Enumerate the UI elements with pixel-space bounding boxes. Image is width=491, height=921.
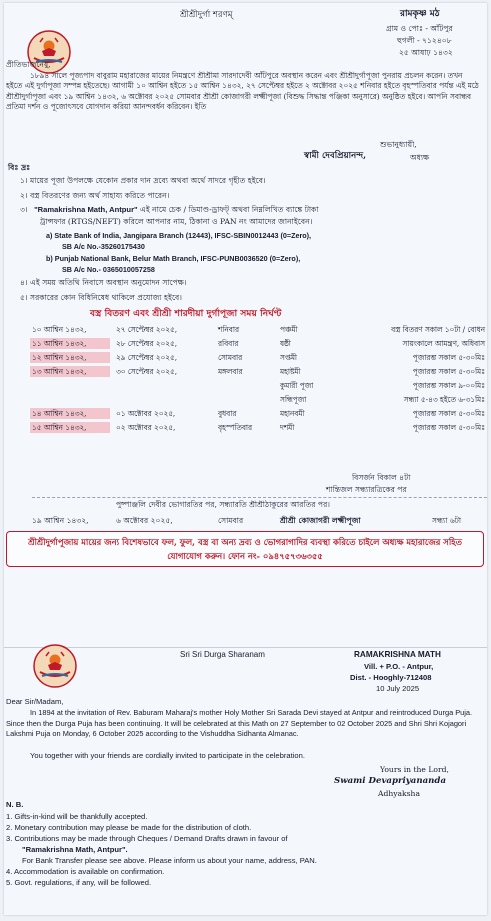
note-3-payee: "Ramakrishna Math, Antpur"	[34, 205, 138, 214]
schedule-row	[32, 408, 487, 419]
schedule-tithi: দশমী	[280, 423, 295, 432]
english-address-1: Vill. + P.O. - Antpur,	[364, 662, 434, 671]
schedule-english-date: ৩০ সেপ্টেম্বর ২০২৫,	[116, 367, 178, 376]
body-paragraph: ১৮৯৪ সালে পূজ্যপাদ বাবুরাম মহারাজের মায়ের নিমন্ত্রণে শ্রীশ্রীমা সারদাদেবী আঁটপুরে অবস্থান করেন এবং শ্রীশ্রীদুর্গাপূজা পুনরায় প্রচলন করেন। তখন হইতে এই দুর্গাপূজা সম্পন্ন হইতেছে। আগামী ১০ আশ্বিন হইতে ১৫ আশ্বিন ১৪৩২, ২৭ সেপ্টেম্বর হইতে ২ অক্টোবর ২০২৫ শনিবার হইতে বৃহস্পতিবার পর্যন্ত এই মঠে শ্রীশ্রীদুর্গাপূজা এবং ১৯ আশ্বিন ১৪৩২, ৬ অক্টোবর ২০২৫ সোমবার শ্রীশ্রী কোজাগরী লক্ষ্মীপূজা (বিশুদ্ধ সিদ্ধান্ত পঞ্জিকা অনুসারে) অনুষ্ঠিত হইবে। আপনি সবান্ধব প্রতিমা দর্শন ও পূজোৎসবে যোগদান করিয়া আনন্দবর্ধন করিবেন। ইতি	[6, 71, 479, 112]
english-note-5: 5. Govt. regulations, if any, will be followed.	[6, 878, 152, 887]
english-invocation: Sri Sri Durga Sharanam	[180, 650, 265, 659]
english-nb-heading: N. B.	[6, 800, 24, 809]
english-note-3-bank: For Bank Transfer please see above. Please inform us about your name, address, PAN.	[22, 856, 317, 865]
notice-box	[6, 531, 484, 567]
schedule-bengali-date: ১৩ আশ্বিন ১৪৩২,	[32, 367, 87, 376]
designation: অধ্যক্ষ	[410, 153, 430, 162]
english-date: 10 July 2025	[376, 684, 420, 693]
nb-heading: বিঃ দ্রঃ	[8, 163, 31, 172]
schedule-tithi: মহাষ্টমী	[280, 367, 301, 376]
schedule-event: পূজারম্ভ সকাল ৫-৩০মিঃ	[412, 367, 485, 376]
schedule-english-date: ২৯ সেপ্টেম্বর ২০২৫,	[116, 353, 178, 362]
schedule-row	[32, 352, 487, 363]
note-3-line-2: ট্রান্সফার (RTGS/NEFT) করিলে আপনার নাম, ঠিকানা ও PAN নং আমাদের জানাইবেন।	[40, 217, 313, 226]
lakshmi-english-date: ৬ অক্টোবর ২০২৫,	[116, 516, 173, 525]
schedule-bengali-date: ১৫ আশ্বিন ১৪৩২,	[32, 423, 87, 432]
address-line-1: গ্রাম ও পোঃ - আঁটপুর	[386, 24, 453, 33]
schedule-day: মঙ্গলবার	[218, 367, 243, 376]
org-name: রামকৃষ্ণ মঠ	[400, 9, 440, 19]
schedule-row	[32, 380, 487, 391]
english-address-2: Dist. - Hooghly-712408	[350, 673, 432, 682]
signatory: স্বামী দেবপ্রিয়ানন্দ,	[304, 151, 367, 161]
schedule-event: পূজারম্ভ সকাল ৫-৩০মিঃ	[412, 353, 485, 362]
english-org-name: RAMAKRISHNA MATH	[354, 650, 441, 659]
english-salutation: Dear Sir/Madam,	[6, 697, 64, 706]
closing: শুভানুধ্যায়ী,	[380, 140, 417, 149]
schedule-english-date: ২৭ সেপ্টেম্বর ২০২৫,	[116, 325, 178, 334]
invocation: শ্রীশ্রীদুর্গা শরণম্‌	[180, 10, 233, 20]
schedule-english-date: ০১ অক্টোবর ২০২৫,	[116, 409, 176, 418]
bank-b-line-2: SB A/c No.- 0365010057258	[62, 265, 155, 274]
salutation: প্রীতিভাজনেষু,	[6, 60, 51, 69]
schedule-english-date: ২৮ সেপ্টেম্বর ২০২৫,	[116, 339, 178, 348]
english-designation: Adhyaksha	[378, 789, 420, 798]
divider	[32, 497, 487, 498]
schedule-row	[32, 324, 487, 335]
schedule-event: বস্ত্র বিতরণ সকাল ১০টা / বোধন	[391, 325, 485, 334]
schedule-english-date: ০২ অক্টোবর ২০২৫,	[116, 423, 176, 432]
note-2: ২। বস্ত্র বিতরণের জন্য অর্থ সাহায্য করিতে পারেন।	[20, 191, 170, 200]
bank-a-line-1: a) State Bank of India, Jangipara Branch (12443), IFSC-SBIN0012443 (0=Zero),	[46, 231, 312, 240]
schedule-day: রবিবার	[218, 339, 239, 348]
schedule-tithi: সন্ধিপূজা	[280, 395, 307, 404]
schedule-day: বৃহস্পতিবার	[218, 423, 253, 432]
lakshmi-day: সোমবার	[218, 516, 244, 525]
ramakrishna-emblem-icon-english	[32, 643, 78, 689]
lakshmi-puja-row	[32, 516, 462, 525]
schedule-day: শনিবার	[218, 325, 239, 334]
lakshmi-bengali-date: ১৯ আশ্বিন ১৪৩২,	[32, 516, 89, 525]
english-body: In 1894 at the invitation of Rev. Baburam Maharaj's mother Holy Mother Sri Sarada Devi stayed at Antpur and reintroduced Durga Puja. Since then the Durga Puja has been continuing. It will be celebrated at this Math on 27 September to 02 October 2025 and Shri Shri Kojagori Lakshmi Puja on Monday, 6 October 2025 according to the Vishuddha Sidhanta Almanac.	[6, 708, 473, 739]
english-note-3-payee: "Ramakrishna Math, Antpur".	[22, 845, 128, 854]
schedule-day: বুধবার	[218, 409, 237, 418]
schedule-title: বস্ত্র বিতরণ এবং শ্রীশ্রী শারদীয়া দুর্গাপূজা সময় নির্ঘণ্ট	[90, 308, 282, 319]
letter-date: ২৫ আষাঢ় ১৪৩২	[399, 48, 453, 57]
english-signatory: Swami Devapriyananda	[334, 776, 447, 786]
schedule-bengali-date: ১২ আশ্বিন ১৪৩২,	[32, 353, 87, 362]
schedule-row	[32, 366, 487, 377]
schedule-table	[32, 324, 487, 464]
note-3-number: ৩।	[20, 205, 28, 214]
schedule-event: পূজারম্ভ সকাল ৫-৩০মিঃ	[412, 423, 485, 432]
schedule-bengali-date: ১৪ আশ্বিন ১৪৩২,	[32, 409, 87, 418]
pushpanjali-note: পুষ্পাঞ্জলি দেবীর ভোগারতির পর, সন্ধ্যারতি শ্রীশ্রীঠাকুরের আরতির পর।	[116, 500, 330, 509]
note-5: ৫। সরকারের কোন বিধিনিষেধ থাকিলে প্রযোজ্য হইবে।	[20, 293, 182, 302]
note-1: ১। মায়ের পূজা উপলক্ষে যেকোন প্রকার দান দ্রব্যে অথবা অর্থে সাদরে গৃহীত হইবে।	[20, 176, 266, 185]
bank-b-line-1: b) Punjab National Bank, Belur Math Branch, IFSC-PUNB0036520 (0=Zero),	[46, 254, 301, 263]
schedule-row	[32, 338, 487, 349]
schedule-tithi: ষষ্ঠী	[280, 339, 291, 348]
bank-a-line-2: SB A/c No.-35260175430	[62, 242, 145, 251]
schedule-tithi: মহানবমী	[280, 409, 305, 418]
notice-text: শ্রীশ্রীদুর্গাপূজায় মায়ের জন্য বিশেষভাবে ফল, ফুল, বস্ত্র বা অন্য দ্রব্য ও ভোগরাগাদির ব্যবস্থা করিতে চাইলে অধ্যক্ষ মহারাজের সহিত যোগাযোগ করুন। ফোন নং- ০৯৪৭৫৭৩৬৩৫৫	[28, 537, 462, 561]
english-note-4: 4. Accommodation is available on confirmation.	[6, 867, 165, 876]
schedule-event: সায়ংকালে আমন্ত্রণ, অধিবাস	[402, 339, 485, 348]
schedule-event: সন্ধ্যা ৫-৪৩ হইতে ৬-৩১মিঃ	[403, 395, 485, 404]
address-line-2: হুগলী - ৭১২৪০৮	[397, 36, 452, 45]
english-note-3: 3. Contributions may be made through Cheques / Demand Drafts drawn in favour of	[6, 834, 288, 843]
english-note-1: 1. Gifts-in-kind will be thankfully accepted.	[6, 812, 148, 821]
visarjan-time: বিসর্জন বিকাল ৪টা	[352, 473, 411, 482]
english-invite: You together with your friends are cordially invited to participate in the celebration.	[30, 751, 305, 760]
lakshmi-puja-name: শ্রীশ্রী কোজাগরী লক্ষ্মীপূজা	[280, 516, 361, 525]
shanti-time: শান্তিজল সন্ধ্যারত্রিকের পর	[326, 485, 407, 494]
schedule-bengali-date: ১০ আশ্বিন ১৪৩২,	[32, 325, 87, 334]
schedule-tithi: সপ্তমী	[280, 353, 297, 362]
schedule-row	[32, 394, 487, 405]
note-3-text: এই নামে চেক / ডিমাণ্ড-ড্রাফট্‌ অথবা নিম্নলিখিত ব্যাঙ্কে টাকা	[137, 205, 319, 214]
lakshmi-time: সন্ধ্যা ৬টা	[432, 516, 462, 525]
note-4: ৪। এই সময় অতিথি নিবাসে অবস্থান অনুমোদন সাপেক্ষ।	[20, 278, 187, 287]
schedule-bengali-date: ১১ আশ্বিন ১৪৩২,	[32, 339, 87, 348]
invitation-letter	[4, 3, 487, 915]
schedule-tithi: পঞ্চমী	[280, 325, 298, 334]
schedule-event: পূজারম্ভ সকাল ৫-৩০মিঃ	[412, 409, 485, 418]
schedule-tithi: কুমারী পূজা	[280, 381, 314, 390]
english-closing: Yours in the Lord,	[380, 765, 449, 774]
schedule-day: সোমবার	[218, 353, 243, 362]
schedule-event: পূজারম্ভ সকাল ৯-০০মিঃ	[412, 381, 485, 390]
schedule-row	[32, 422, 487, 433]
note-3	[20, 205, 319, 214]
english-note-2: 2. Monetary contribution may please be made for the distribution of cloth.	[6, 823, 252, 832]
